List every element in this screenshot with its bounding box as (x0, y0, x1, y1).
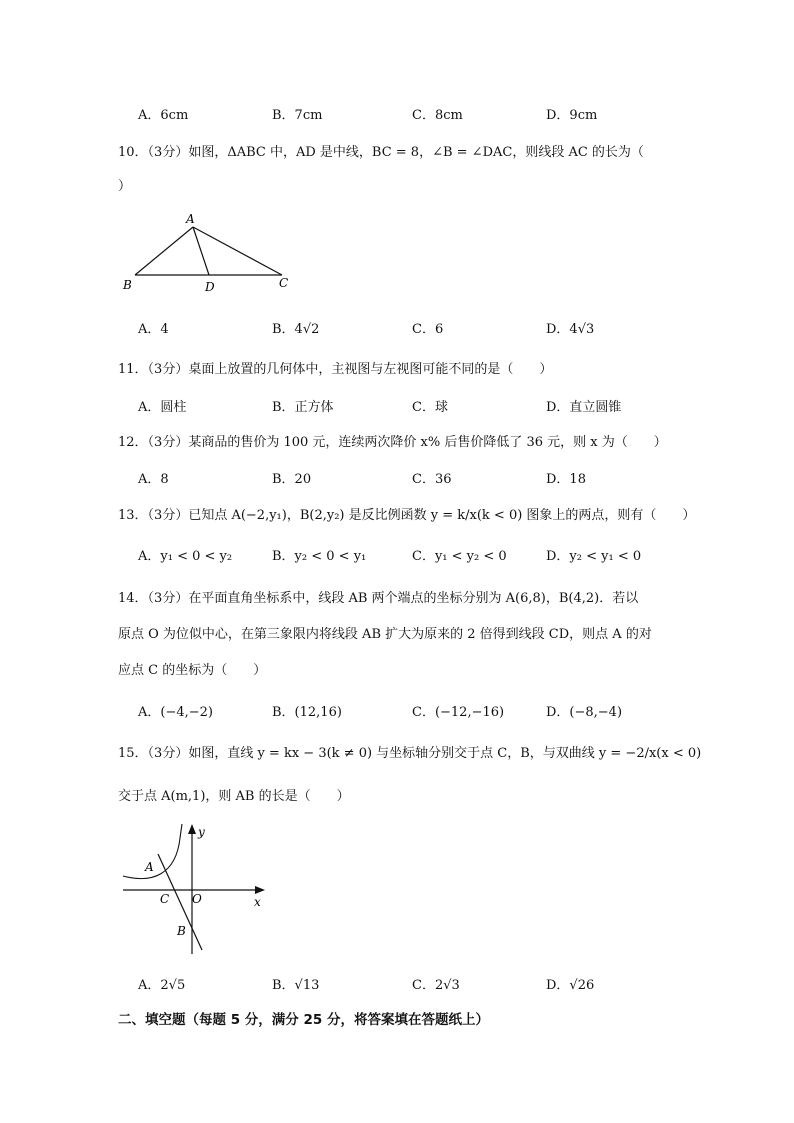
q14-option-d: D．(−8,−4) (546, 705, 623, 720)
q13-option-b: B．y₂ < 0 < y₁ (272, 549, 367, 564)
q12-option-d: D．18 (546, 472, 586, 487)
q11-option-b: B．正方体 (272, 400, 334, 415)
q10-label-c: C (279, 276, 289, 290)
q14-stem-line2: 原点 O 为位似中心，在第三象限内将线段 AB 扩大为原来的 2 倍得到线段 CD，则点 A 的对 (118, 627, 652, 642)
q15-label-b: B (177, 924, 186, 938)
q12-option-a: A．8 (138, 472, 169, 487)
q9-option-a: A．6cm (138, 108, 189, 123)
q12-option-b: B．20 (272, 472, 312, 487)
q14-option-c: C．(−12,−16) (412, 705, 505, 720)
q10-option-b: B．4√2 (272, 322, 320, 337)
q10-option-d: D．4√3 (546, 322, 595, 337)
q15-graph-figure (118, 818, 273, 958)
q15-label-a: A (145, 860, 154, 874)
q10-stem-line2: ） (118, 179, 132, 194)
q9-option-b: B．7cm (272, 108, 323, 123)
q15-option-d: D．√26 (546, 978, 595, 993)
q15-label-y: y (198, 825, 205, 839)
q10-triangle-figure (115, 205, 305, 300)
q15-stem-line2: 交于点 A(m,1)，则 AB 的长是（ ） (118, 789, 350, 804)
q11-stem: 11．（3分）桌面上放置的几何体中，主视图与左视图可能不同的是（ ） (118, 362, 553, 377)
q14-option-a: A．(−4,−2) (138, 705, 213, 720)
q15-label-c: C (160, 892, 170, 906)
q10-option-c: C．6 (412, 322, 444, 337)
q13-stem: 13．（3分）已知点 A(−2,y₁)，B(2,y₂) 是反比例函数 y = k/x(k < 0) 图象上的两点，则有（ ） (118, 508, 696, 523)
q14-stem-line1: 14．（3分）在平面直角坐标系中，线段 AB 两个端点的坐标分别为 A(6,8)，B(4,2)．若以 (118, 591, 639, 606)
q14-option-b: B．(12,16) (272, 705, 342, 720)
q11-option-a: A．圆柱 (138, 400, 187, 415)
q10-segment-ab (135, 227, 193, 275)
q10-label-d: D (205, 280, 215, 294)
q15-x-axis-arrow (255, 886, 265, 894)
q9-option-c: C．8cm (412, 108, 463, 123)
q13-option-c: C．y₁ < y₂ < 0 (412, 549, 507, 564)
q15-label-x: x (254, 895, 261, 909)
q10-stem-line1: 10．（3分）如图，ΔABC 中，AD 是中线，BC = 8，∠B = ∠DAC，则线段 AC 的长为（ (118, 145, 644, 160)
q11-option-c: C．球 (412, 400, 448, 415)
q15-option-b: B．√13 (272, 978, 320, 993)
q15-y-axis-arrow (188, 824, 196, 834)
section-2-heading: 二、填空题（每题 5 分，满分 25 分，将答案填在答题纸上） (118, 1012, 489, 1028)
q15-label-o: O (192, 892, 202, 906)
q13-option-a: A．y₁ < 0 < y₂ (138, 549, 233, 564)
q10-label-a: A (186, 212, 195, 226)
q10-option-a: A．4 (138, 322, 169, 337)
q14-stem-line3: 应点 C 的坐标为（ ） (118, 663, 267, 678)
q15-option-c: C．2√3 (412, 978, 460, 993)
q12-stem: 12．（3分）某商品的售价为 100 元，连续两次降价 x% 后售价降低了 36 元，则 x 为（ ） (118, 435, 667, 450)
q15-stem-line1: 15．（3分）如图，直线 y = kx − 3(k ≠ 0) 与坐标轴分别交于点 C，B，与双曲线 y = −2/x(x < 0) (118, 746, 702, 761)
q9-option-d: D．9cm (546, 108, 598, 123)
q12-option-c: C．36 (412, 472, 452, 487)
q15-option-a: A．2√5 (138, 978, 186, 993)
q13-option-d: D．y₂ < y₁ < 0 (546, 549, 642, 564)
q11-option-d: D．直立圆锥 (546, 400, 622, 415)
q10-label-b: B (123, 278, 132, 292)
